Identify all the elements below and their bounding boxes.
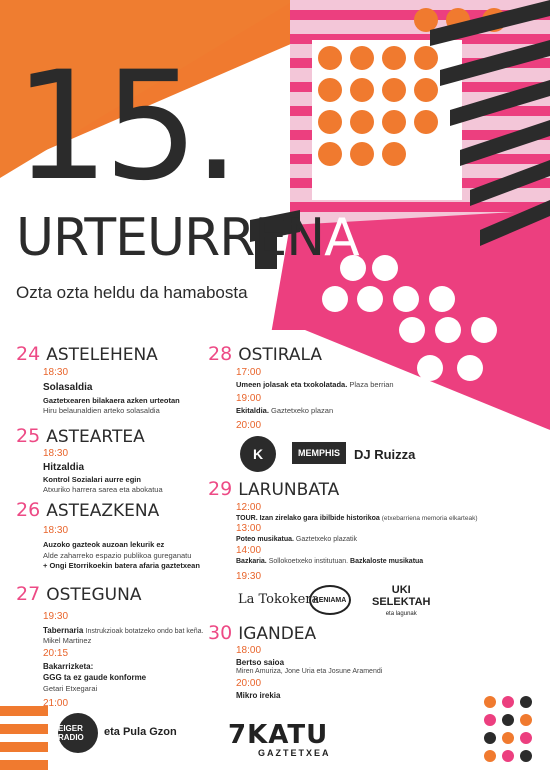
day-heading-27 [16,583,141,605]
event-title [236,406,333,415]
event-title-text: Umeen jolasak eta txokolatada. [236,380,348,389]
day-name: OSTEGUNA [46,585,142,605]
event-title-text: Tabernaria [43,626,84,635]
event-act: eta Pula Gzon [104,726,177,738]
event-title-text: Ekitaldia. [236,406,269,415]
day-name: ASTELEHENA [46,345,158,365]
day-heading-24 [16,343,158,365]
event-note: Miren Amuriza, Jone Uria eta Josune Aramendi [236,668,383,675]
day-name: ASTEARTEA [46,427,145,447]
event-title-note: Instrukzioak botatzeko ondo bat keña. [85,628,204,635]
event-title [236,380,394,389]
day-heading-30 [208,622,316,644]
7katu-logo-sub: GAZTETXEA [258,748,331,758]
day-number: 24 [16,343,41,365]
event-title: Solasaldia [43,382,93,393]
day-name: IGANDEA [238,624,317,644]
keniama-logo: KENIAMA [309,585,351,615]
event-time: 17:00 [236,367,262,378]
event-detail: GGG ta ez gaude konforme [43,673,147,682]
event-time: 18:30 [43,367,69,378]
event-title-text: Bazkaria. [236,558,267,565]
event-time: 20:15 [43,648,69,659]
event-time: 13:00 [236,523,262,534]
memphis-logo: MEMPHIS [292,442,346,464]
event-title-text: Poteo musikatua. [236,536,294,543]
7katu-logo: 7KATU [228,720,329,750]
day-name: LARUNBATA [238,480,340,500]
title-accent: A [324,208,359,268]
poster-title [16,208,359,268]
logo-line: UKI [391,584,411,596]
dj-act: DJ Ruizza [354,447,416,462]
day-number: 27 [16,583,41,605]
day-number: 28 [208,343,233,365]
event-title: Auzoko gazteok auzoan lekurik ez [43,540,165,549]
event-time: 18:30 [43,525,69,536]
day-number: 25 [16,425,41,447]
day-name: ASTEAZKENA [46,501,160,521]
day-number: 30 [208,622,233,644]
event-note: Getari Etxegarai [43,684,98,693]
logo-line: SELEKTAH [372,596,431,608]
event-place: Gaztetxeko plazatik [295,536,358,543]
event-title [236,536,357,543]
event-title-text: TOUR. Izan zirelako gara ibilbide historikoa [236,515,380,522]
day-heading-29 [208,478,339,500]
event-title [236,515,477,522]
event-detail: + Ongi Etorrikoekin batera afaria gaztetxean [43,561,200,570]
event-time: 19:30 [236,571,262,582]
uki-selektah-logo [372,584,430,620]
k-logo-badge: K [240,436,276,472]
event-time: 18:30 [43,448,69,459]
la-tokokera-logo: La Tokokera [238,592,320,607]
title-main: URTEURREN [16,208,325,268]
event-note: Alde zaharreko espazio publikoa gureganatu [43,551,192,560]
event-title [43,626,203,635]
event-time: 21:00 [43,698,69,709]
event-note: (etxebarriena memoria elkarteak) [381,515,478,522]
band-logo-badge: EIGER RADIO [58,713,98,753]
event-detail: Kontrol Sozialari aurre egin [43,475,141,484]
event-note: Hiru belaunaldien arteko solasaldia [43,406,160,415]
event-time: 19:30 [43,611,69,622]
event-place: Sollokoetxeko institutuan. [268,558,349,565]
event-title [236,558,423,565]
event-title: Hitzaldia [43,462,85,473]
day-heading-28 [208,343,322,365]
event-note: Mikel Martinez [43,636,92,645]
day-number: 26 [16,499,41,521]
day-heading-26 [16,499,159,521]
event-detail: Gaztetxearen bilakaera azken urteotan [43,396,180,405]
event-place: Plaza berrian [349,380,394,389]
event-title: Bakarrizketa: [43,662,94,671]
event-title: Bertso saioa [236,658,285,667]
event-time: 20:00 [236,678,262,689]
event-extra: Bazkaloste musikatua [350,558,424,565]
day-name: OSTIRALA [238,345,323,365]
event-title: Mikro irekia [236,691,281,700]
event-time: 14:00 [236,545,262,556]
poster-subtitle: Ozta ozta heldu da hamabosta [16,283,248,302]
event-time: 19:00 [236,393,262,404]
event-time: 20:00 [236,420,262,431]
day-heading-25 [16,425,145,447]
event-place: Gaztetxeko plazan [271,406,334,415]
anniversary-number: 15. [14,40,235,214]
day-number: 29 [208,478,233,500]
event-note: Atxuriko harrera sarea eta abokatua [43,485,163,494]
event-time: 18:00 [236,645,262,656]
logo-note: eta lagunak [385,611,417,617]
event-time: 12:00 [236,502,262,513]
